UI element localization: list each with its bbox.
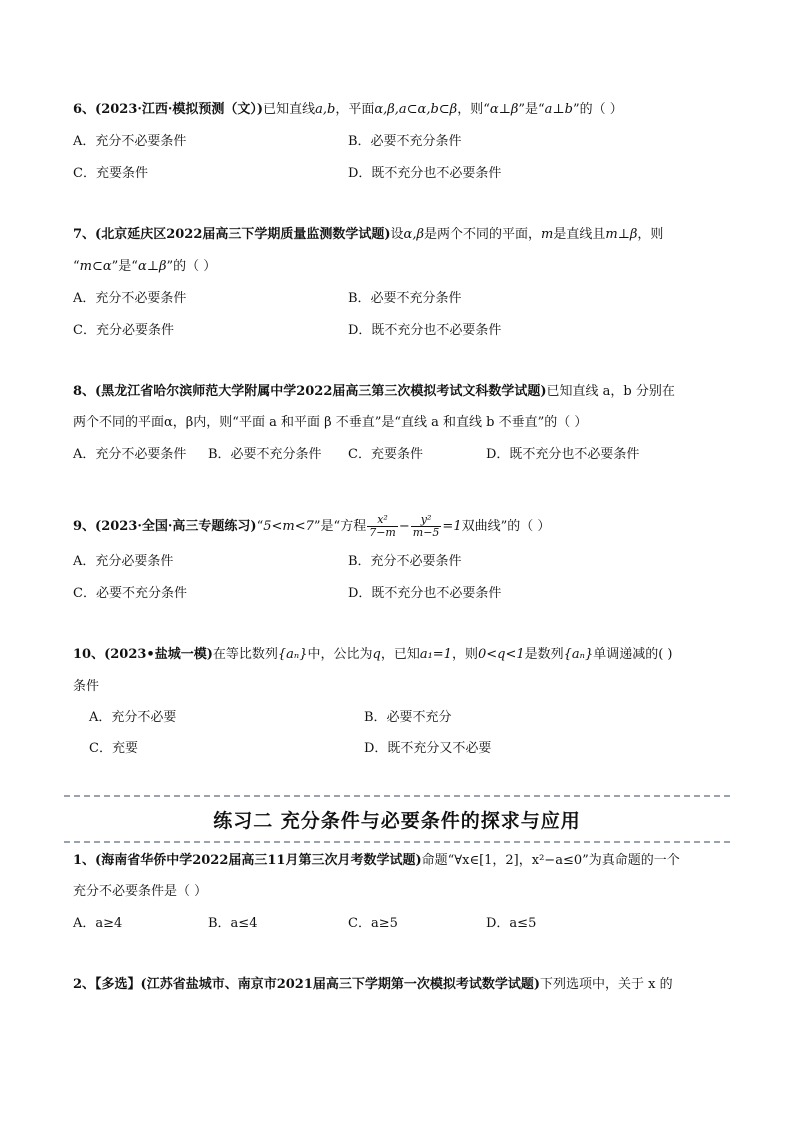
q10-math: a₁=1: [419, 647, 452, 662]
p1-option-b: B．a≤4: [208, 916, 258, 931]
q6-text: 已知直线: [263, 102, 316, 117]
q6-stem: [73, 101, 623, 119]
q9-frac-den: m−5: [412, 526, 440, 539]
p2-number: 2、【多选】(江苏省盐城市、南京市2021届高三下学期第一次模拟考试数学试题): [73, 977, 541, 992]
q10-text: 是数列: [524, 647, 564, 662]
p1-number: 1、(海南省华侨中学2022届高三11月第三次月考数学试题): [73, 853, 422, 868]
q10-math: 0<q<1: [477, 647, 525, 662]
q6-text: ”是“: [518, 102, 545, 117]
section-divider-top: [64, 795, 730, 797]
q7-option-c: C．充分必要条件: [73, 323, 174, 338]
q7-text: 设: [390, 227, 404, 242]
q6-math: a⊥b: [544, 102, 573, 117]
q7-option-d: D．既不充分也不必要条件: [348, 323, 502, 338]
q10-text: 在等比数列: [212, 647, 278, 662]
q9-frac-den: 7−m: [369, 526, 396, 539]
q9-equals: =1: [442, 519, 462, 534]
p1-stem-line2: 充分不必要条件是（ ）: [73, 884, 208, 899]
q6-math: α,β,a⊂α,b⊂β: [374, 102, 458, 117]
q7-math: m⊂α: [79, 259, 112, 274]
p2-text: 下列选项中，关于 x 的: [540, 977, 673, 992]
q10-text: 单调递减的( ): [593, 647, 673, 662]
q8-option-a: A．充分不必要条件: [73, 447, 187, 462]
q9-fraction-y: [411, 514, 442, 539]
p2-stem: [73, 976, 673, 994]
q9-math: 5<m<7: [263, 519, 314, 534]
q9-option-d: D．既不充分也不必要条件: [348, 586, 502, 601]
q7-option-b: B．必要不充分条件: [348, 291, 462, 306]
q10-math: {aₙ}: [277, 647, 308, 662]
q6-number: 6、(2023·江西·模拟预测（文）): [73, 102, 264, 117]
q6-math: α⊥β: [489, 102, 519, 117]
q8-stem-line2: 两个不同的平面α，β内，则“平面 a 和平面 β 不垂直”是“直线 a 和直线 b 不垂直”的（ ）: [73, 415, 588, 430]
q9-frac-num: x²: [377, 513, 388, 526]
q7-stem-line2: [73, 258, 216, 276]
q7-text: ，则: [637, 227, 664, 242]
q10-option-a: A．充分不必要: [89, 710, 177, 725]
q6-option-c: C．充要条件: [73, 166, 148, 181]
q8-text: 已知直线 a，b 分别在: [546, 384, 675, 399]
q6-math: a,b: [315, 102, 336, 117]
q9-text: “: [256, 519, 264, 534]
q10-number: 10、(2023•盐城一模): [73, 647, 213, 662]
p1-stem: [73, 852, 680, 870]
q9-fraction-x: [367, 514, 398, 539]
q10-math: {aₙ}: [563, 647, 594, 662]
q9-number: 9、(2023·全国·高三专题练习): [73, 519, 257, 534]
q6-text: ”的（ ）: [572, 102, 623, 117]
q10-text: ，已知: [380, 647, 420, 662]
q8-option-d: D．既不充分也不必要条件: [486, 447, 640, 462]
q7-number: 7、(北京延庆区2022届高三下学期质量监测数学试题): [73, 227, 391, 242]
q6-text: ，平面: [335, 102, 375, 117]
q8-option-b: B．必要不充分条件: [208, 447, 322, 462]
q10-text: ，则: [451, 647, 478, 662]
q8-number: 8、(黑龙江省哈尔滨师范大学附属中学2022届高三第三次模拟考试文科数学试题): [73, 384, 547, 399]
q9-text: 双曲线”的（ ）: [461, 519, 551, 534]
q10-text: 中，公比为: [307, 647, 373, 662]
q9-frac-num: y²: [420, 513, 432, 526]
q7-text: “: [73, 259, 80, 274]
q7-stem: [73, 226, 663, 244]
p1-text: 命题“∀x∈[1，2]，x²−a≤0”为真命题的一个: [421, 853, 680, 868]
q7-math: α,β: [403, 227, 424, 242]
q9-text: ”是“方程: [313, 519, 367, 534]
p1-option-d: D．a≤5: [486, 916, 537, 931]
q6-option-d: D．既不充分也不必要条件: [348, 166, 502, 181]
q7-text: ”的（ ）: [166, 259, 217, 274]
q10-math: q: [372, 647, 381, 662]
q6-option-a: A．充分不必要条件: [73, 134, 187, 149]
q9-minus: −: [398, 519, 410, 534]
section-title: 练习二 充分条件与必要条件的探求与应用: [213, 810, 581, 832]
q6-option-b: B．必要不充分条件: [348, 134, 462, 149]
q10-option-c: C．充要: [89, 741, 138, 756]
q9-stem: [73, 514, 550, 539]
q10-stem: [73, 646, 673, 664]
q7-option-a: A．充分不必要条件: [73, 291, 187, 306]
q7-math: α⊥β: [137, 259, 167, 274]
q10-stem-line2: 条件: [73, 679, 100, 694]
q7-text: 是两个不同的平面，: [423, 227, 541, 242]
q7-text: ”是“: [111, 259, 138, 274]
q7-math: m: [541, 227, 554, 242]
q8-option-c: C．充要条件: [348, 447, 423, 462]
q6-text: ，则“: [457, 102, 490, 117]
q9-option-b: B．充分不必要条件: [348, 554, 462, 569]
q10-option-d: D．既不充分又不必要: [364, 741, 492, 756]
q9-option-a: A．充分必要条件: [73, 554, 174, 569]
p1-option-a: A．a≥4: [73, 916, 123, 931]
q7-text: 是直线且: [553, 227, 606, 242]
q8-stem: [73, 383, 675, 401]
section-divider-bottom: [64, 841, 730, 843]
q10-option-b: B．必要不充分: [364, 710, 452, 725]
q9-option-c: C．必要不充分条件: [73, 586, 187, 601]
q7-math: m⊥β: [605, 227, 638, 242]
p1-option-c: C．a≥5: [348, 916, 398, 931]
